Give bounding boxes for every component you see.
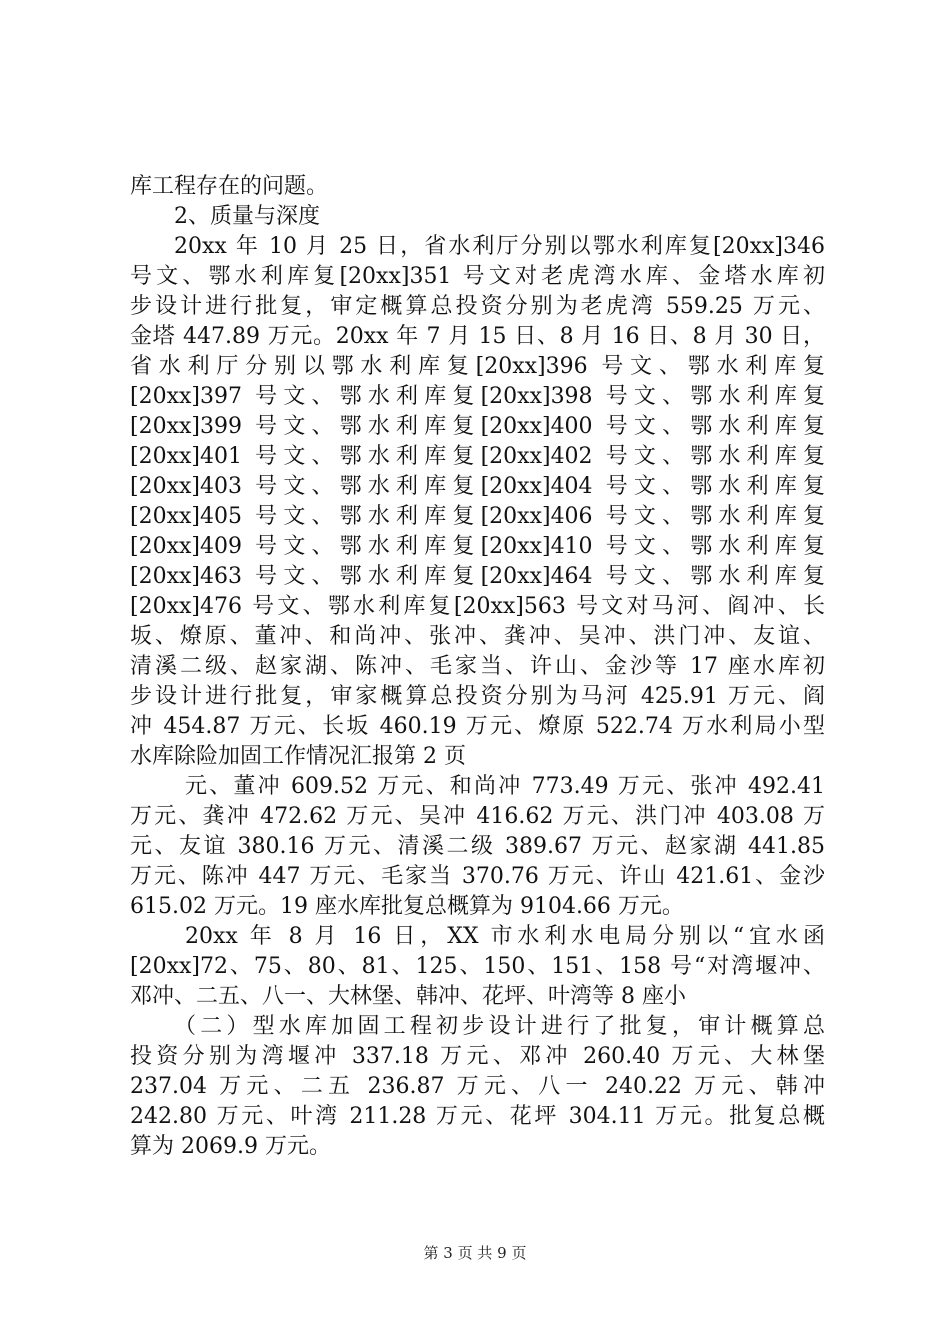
text-line: 2、质量与深度 [174, 204, 320, 229]
text-line: 邓冲、二五、八一、大林堡、韩冲、花坪、叶湾等 8 座小 [130, 984, 686, 1009]
text-line: 省水利厅分别以鄂水利库复[20xx]396 号文、鄂水利库复 [130, 354, 825, 379]
text-line: [20xx]405 号文、鄂水利库复[20xx]406 号文、鄂水利库复 [130, 504, 825, 529]
text-line: [20xx]476 号文、鄂水利库复[20xx]563 号文对马河、阎冲、长 [130, 594, 825, 619]
document-body [130, 172, 825, 1162]
text-line: 清溪二级、赵家湖、陈冲、毛家当、许山、金沙等 17 座水库初 [130, 654, 825, 679]
text-line: 20xx 年 10 月 25 日，省水利厅分别以鄂水利库复[20xx]346 [174, 234, 825, 259]
text-line: 步设计进行批复，审家概算总投资分别为马河 425.91 万元、阎 [130, 684, 825, 709]
text-line: 615.02 万元。19 座水库批复总概算为 9104.66 万元。 [130, 894, 684, 919]
text-line: [20xx]409 号文、鄂水利库复[20xx]410 号文、鄂水利库复 [130, 534, 825, 559]
text-line: 万元、陈冲 447 万元、毛家当 370.76 万元、许山 421.61、金沙 [130, 864, 825, 889]
text-line: [20xx]403 号文、鄂水利库复[20xx]404 号文、鄂水利库复 [130, 474, 825, 499]
text-line: 金塔 447.89 万元。20xx 年 7 月 15 日、8 月 16 日、8 月 30 日， [130, 324, 825, 349]
text-line: [20xx]397 号文、鄂水利库复[20xx]398 号文、鄂水利库复 [130, 384, 825, 409]
text-line: [20xx]463 号文、鄂水利库复[20xx]464 号文、鄂水利库复 [130, 564, 825, 589]
text-line: [20xx]401 号文、鄂水利库复[20xx]402 号文、鄂水利库复 [130, 444, 825, 469]
text-line: 算为 2069.9 万元。 [130, 1134, 331, 1159]
text-line: （二）型水库加固工程初步设计进行了批复，审计概算总 [174, 1014, 825, 1039]
text-line: 坂、燎原、董冲、和尚冲、张冲、龚冲、吴冲、洪门冲、友谊、 [130, 624, 825, 649]
text-line: 237.04 万元、二五 236.87 万元、八一 240.22 万元、韩冲 [130, 1074, 825, 1099]
text-line: 万元、龚冲 472.62 万元、吴冲 416.62 万元、洪门冲 403.08 万 [130, 804, 825, 829]
page-footer: 第 3 页 共 9 页 [423, 1244, 527, 1262]
text-line: 20xx 年 8 月 16 日，XX 市水利水电局分别以“宜水函 [185, 924, 825, 949]
text-line: 投资分别为湾堰冲 337.18 万元、邓冲 260.40 万元、大林堡 [130, 1044, 825, 1069]
text-line: 库工程存在的问题。 [130, 174, 329, 199]
text-line: 242.80 万元、叶湾 211.28 万元、花坪 304.11 万元。批复总概 [130, 1104, 825, 1129]
text-line: 元、友谊 380.16 万元、清溪二级 389.67 万元、赵家湖 441.85 [130, 834, 825, 859]
text-line: 号文、鄂水利库复[20xx]351 号文对老虎湾水库、金塔水库初 [130, 264, 825, 289]
text-line: 元、董冲 609.52 万元、和尚冲 773.49 万元、张冲 492.41 [185, 774, 825, 799]
text-line: 步设计进行批复，审定概算总投资分别为老虎湾 559.25 万元、 [130, 294, 825, 319]
text-line: [20xx]399 号文、鄂水利库复[20xx]400 号文、鄂水利库复 [130, 414, 825, 439]
text-line: 冲 454.87 万元、长坂 460.19 万元、燎原 522.74 万水利局小型 [130, 714, 825, 739]
text-line: [20xx]72、75、80、81、125、150、151、158 号“对湾堰冲、 [130, 954, 825, 979]
text-line: 水库除险加固工作情况汇报第 2 页 [130, 744, 466, 769]
